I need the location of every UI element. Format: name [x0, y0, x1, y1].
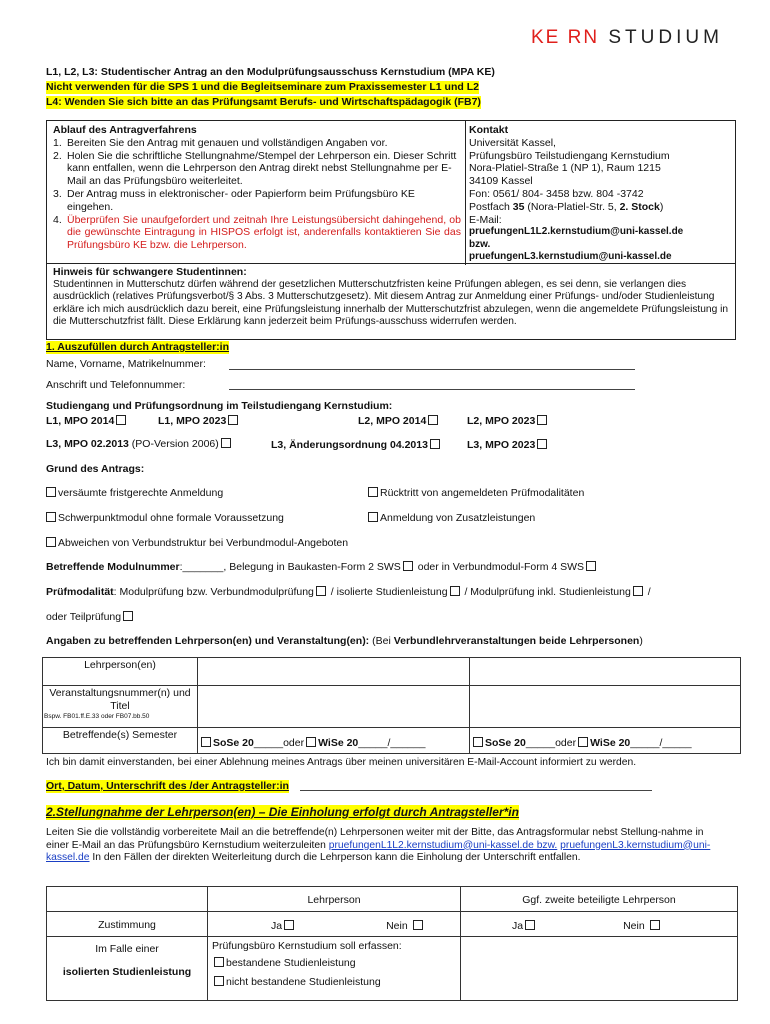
- semester-input-1[interactable]: SoSe 20_____oder WiSe 20_____/______: [198, 728, 470, 754]
- name-label: Name, Vorname, Matrikelnummer:: [46, 358, 206, 370]
- po-l3-2023[interactable]: L3, MPO 2023: [467, 439, 549, 452]
- section2-title: 2.Stellungnahme der Lehrperson(en) – Die Einholung erfolgt durch Antragsteller*in: [46, 805, 519, 819]
- checkbox[interactable]: [537, 415, 547, 425]
- contact-city: 34109 Kassel: [469, 175, 533, 188]
- pregnancy-notice-title: Hinweis für schwangere Studentinnen:: [53, 266, 247, 278]
- address-label: Anschrift und Telefonnummer:: [46, 379, 186, 391]
- section2-email-l3[interactable]: pruefungenL3.kernstudium@uni-kassel.de: [46, 839, 711, 864]
- checkbox[interactable]: [586, 561, 596, 571]
- angaben-title: Angaben zu betreffenden Lehrperson(en) und Veranstaltung(en): (Bei Verbundlehrveranstaltungen beide Lehrpersonen): [46, 635, 643, 647]
- zustimmung-label: Zustimmung: [47, 912, 208, 937]
- checkbox[interactable]: [428, 415, 438, 425]
- procedure-step: 3. Der Antrag muss in elektronischer- oder Papierform beim Prüfungsbüro KE eingehen.: [53, 187, 415, 213]
- contact-email-l1l2[interactable]: pruefungenL1L2.kernstudium@uni-kassel.de: [469, 226, 684, 238]
- checkbox[interactable]: [450, 586, 460, 596]
- po-l2-2023[interactable]: L2, MPO 2023: [467, 415, 549, 428]
- contact-section: [469, 124, 733, 263]
- contact-street: Nora-Platiel-Straße 1 (NP 1), Raum 1215: [469, 162, 661, 175]
- checkbox[interactable]: [525, 920, 535, 930]
- email-consent: Ich bin damit einverstanden, bei einer Ablehnung meines Antrags über meinen universitären E-Mail-Account informiert zu werden.: [46, 757, 637, 768]
- stellungnahme-table: [46, 886, 738, 1001]
- checkbox[interactable]: [650, 920, 660, 930]
- grund-option-b[interactable]: Rücktritt von angemeldeten Prüfmodalitäten: [366, 487, 584, 500]
- isoliert-label: Im Falle einer isolierten Studienleistung: [47, 937, 208, 1001]
- zustimmung-zweite[interactable]: Ja Nein: [461, 912, 738, 937]
- checkbox[interactable]: [46, 537, 56, 547]
- pregnancy-notice-box: [46, 263, 736, 340]
- procedure-section: [53, 124, 461, 252]
- checkbox[interactable]: [46, 487, 56, 497]
- checkbox[interactable]: [403, 561, 413, 571]
- po-l3-2013[interactable]: L3, MPO 02.2013 (PO-Version 2006): [46, 438, 233, 451]
- section2-text: Leiten Sie die vollständig vorbereitete Mail an die betreffende(n) Lehrpersonen weiter mit der Bitte, das Antragsformular nebst Stellung-nahme in einer E-Mail an das Prüfungsbüro Kernstudium weiterzuleiten pruefungenL1L2.kernstudium@uni-kassel.de bzw. pruefungenL3.kernstudium@uni-kassel.de In den Fällen der direkten Weiterleitung durch die Lehrperson kann die Einholung der Unterschrift entfallen.: [46, 827, 711, 864]
- form-title: L1, L2, L3: Studentischer Antrag an den Modulprüfungsausschuss Kernstudium (MPA KE): [46, 66, 495, 78]
- corner-cell: [47, 887, 208, 912]
- checkbox[interactable]: [228, 415, 238, 425]
- checkbox[interactable]: [306, 737, 316, 747]
- checkbox[interactable]: [46, 512, 56, 522]
- checkbox[interactable]: [368, 487, 378, 497]
- veranstaltung-input-1[interactable]: [198, 686, 470, 728]
- po-l1-2023[interactable]: L1, MPO 2023: [158, 415, 240, 428]
- isoliert-lehrperson[interactable]: Prüfungsbüro Kernstudium soll erfassen: bestandene Studienleistung nicht bestandene Studienleistung: [208, 937, 461, 1001]
- pruefmodalitaet-row[interactable]: Prüfmodalität: Modulprüfung bzw. Verbundmodulprüfung / isolierte Studienleistung / Modulprüfung inkl. Studienleistung /: [46, 586, 651, 598]
- pregnancy-notice-text: Studentinnen in Mutterschutz dürfen während der gesetzlichen Mutterschutzfristen keine Prüfungen ablegen, es sei denn, sie verlangen dies ausdrücklich (relatives Prüfungsverbot/§ 3 Abs. 3 Mutterschutzgesetz). Mit diesem Antrag zur Anmeldung einer Prüfungs- und/oder Studienleistung erkläre ich mich ausdrücklich dazu bereit, eine Prüfungsleistung innerhalb der Mutterschutzfrist abzulegen, wenn die angemeldete Prüfungsleistung in die Mutterschutzfrist fällt. Diese Erklärung kann jederzeit beim Prüfungs-ausschuss widerrufen werden.: [53, 278, 729, 328]
- checkbox[interactable]: [633, 586, 643, 596]
- contact-bzw: bzw.: [469, 238, 491, 250]
- checkbox[interactable]: [214, 976, 224, 986]
- contact-university: Universität Kassel,: [469, 136, 556, 149]
- l4-notice: L4: Wenden Sie sich bitte an das Prüfungsamt Berufs- und Wirtschaftspädagogik (FB7): [46, 96, 481, 108]
- modulnummer-row[interactable]: Betreffende Modulnummer:_______, Belegung in Baukasten-Form 2 SWS oder in Verbundmodul-Form 4 SWS: [46, 561, 598, 574]
- signature-line[interactable]: [300, 790, 652, 791]
- procedure-step-warning: 4. Überprüfen Sie unaufgefordert und zeitnah Ihre Leistungsübersicht dahingehend, ob die gewünschte Eintragung in HISPOS erfolgt ist, anderenfalls kontaktieren Sie das Prüfungsbüro KE bzw. die Lehrperson.: [53, 213, 461, 252]
- semester-input-2[interactable]: SoSe 20_____oder WiSe 20_____/_____: [470, 728, 741, 754]
- contact-title: Kontakt: [469, 124, 509, 136]
- procedure-step: 2. Holen Sie die schriftliche Stellungnahme/Stempel der Lehrperson ein. Dieser Schritt kann entfallen, wenn die Lehrperson den Antrag direkt nebst Stellungnahme per E-Mail an das Prüfungsbüro weiterleitet.: [53, 149, 457, 188]
- section2-email-l1l2[interactable]: pruefungenL1L2.kernstudium@uni-kassel.de bzw.: [328, 839, 558, 851]
- lehrperson-input-2[interactable]: [470, 658, 741, 686]
- checkbox[interactable]: [578, 737, 588, 747]
- procedure-title: Ablauf des Antragverfahrens: [53, 124, 197, 136]
- contact-mailbox: Postfach 35 (Nora-Platiel-Str. 5, 2. Stock): [469, 200, 664, 213]
- contact-email-l3[interactable]: pruefungenL3.kernstudium@uni-kassel.de: [469, 250, 672, 262]
- studiengang-title: Studiengang und Prüfungsordnung im Teilstudiengang Kernstudium:: [46, 400, 393, 412]
- grund-option-e[interactable]: Abweichen von Verbundstruktur bei Verbundmodul-Angeboten: [44, 537, 348, 550]
- isoliert-zweite[interactable]: [461, 937, 738, 1001]
- po-l2-2014[interactable]: L2, MPO 2014: [358, 415, 440, 428]
- checkbox[interactable]: [221, 438, 231, 448]
- procedure-step: 1. Bereiten Sie den Antrag mit genauen und vollständigen Angaben vor.: [53, 136, 388, 149]
- checkbox[interactable]: [473, 737, 483, 747]
- grund-option-a[interactable]: versäumte fristgerechte Anmeldung: [44, 487, 223, 500]
- procedure-contact-box: [46, 120, 736, 264]
- checkbox[interactable]: [430, 439, 440, 449]
- kernstudium-logo: KE RN STUDIUM: [531, 27, 723, 48]
- po-l1-2014[interactable]: L1, MPO 2014: [46, 415, 128, 428]
- lehrperson-label: Lehrperson(en): [43, 658, 198, 686]
- address-input-line[interactable]: [229, 389, 635, 390]
- col-lehrperson: Lehrperson: [208, 887, 461, 912]
- warning-not-for-sps: Nicht verwenden für die SPS 1 und die Begleitseminare zum Praxissemester L1 und L2: [46, 81, 479, 93]
- lehrperson-input-1[interactable]: [198, 658, 470, 686]
- section1-title: 1. Auszufüllen durch Antragsteller:in: [46, 341, 229, 353]
- grund-option-c[interactable]: Schwerpunktmodul ohne formale Voraussetzung: [44, 512, 284, 525]
- checkbox[interactable]: [537, 439, 547, 449]
- po-l3-aenderung[interactable]: L3, Änderungsordnung 04.2013: [271, 439, 442, 452]
- checkbox[interactable]: [116, 415, 126, 425]
- checkbox[interactable]: [316, 586, 326, 596]
- contact-phone: Fon: 0561/ 804- 3458 bzw. 804 -3742: [469, 187, 644, 200]
- veranstaltung-input-2[interactable]: [470, 686, 741, 728]
- checkbox[interactable]: [201, 737, 211, 747]
- checkbox[interactable]: [284, 920, 294, 930]
- checkbox[interactable]: [214, 957, 224, 967]
- contact-email-label: E-Mail:: [469, 213, 502, 226]
- grund-option-d[interactable]: Anmeldung von Zusatzleistungen: [366, 512, 535, 525]
- zustimmung-lehrperson[interactable]: Ja Nein: [208, 912, 461, 937]
- procedure-steps: [53, 137, 461, 252]
- lehrperson-table: [42, 657, 741, 754]
- checkbox[interactable]: [368, 512, 378, 522]
- grund-title: Grund des Antrags:: [46, 463, 145, 475]
- semester-label: Betreffende(s) Semester: [43, 728, 198, 754]
- checkbox[interactable]: [413, 920, 423, 930]
- name-input-line[interactable]: [229, 369, 635, 370]
- veranstaltung-label: Veranstaltungsnummer(n) und Titel Bspw. FB01.ff.E.33 oder FB07.bb.50: [43, 686, 198, 728]
- checkbox[interactable]: [123, 611, 133, 621]
- contact-office: Prüfungsbüro Teilstudiengang Kernstudium: [469, 149, 670, 162]
- signature-label: Ort, Datum, Unterschrift des /der Antragsteller:in: [46, 780, 289, 792]
- teilpruefung-row[interactable]: oder Teilprüfung: [46, 611, 135, 624]
- col-zweite-lehrperson: Ggf. zweite beteiligte Lehrperson: [461, 887, 738, 912]
